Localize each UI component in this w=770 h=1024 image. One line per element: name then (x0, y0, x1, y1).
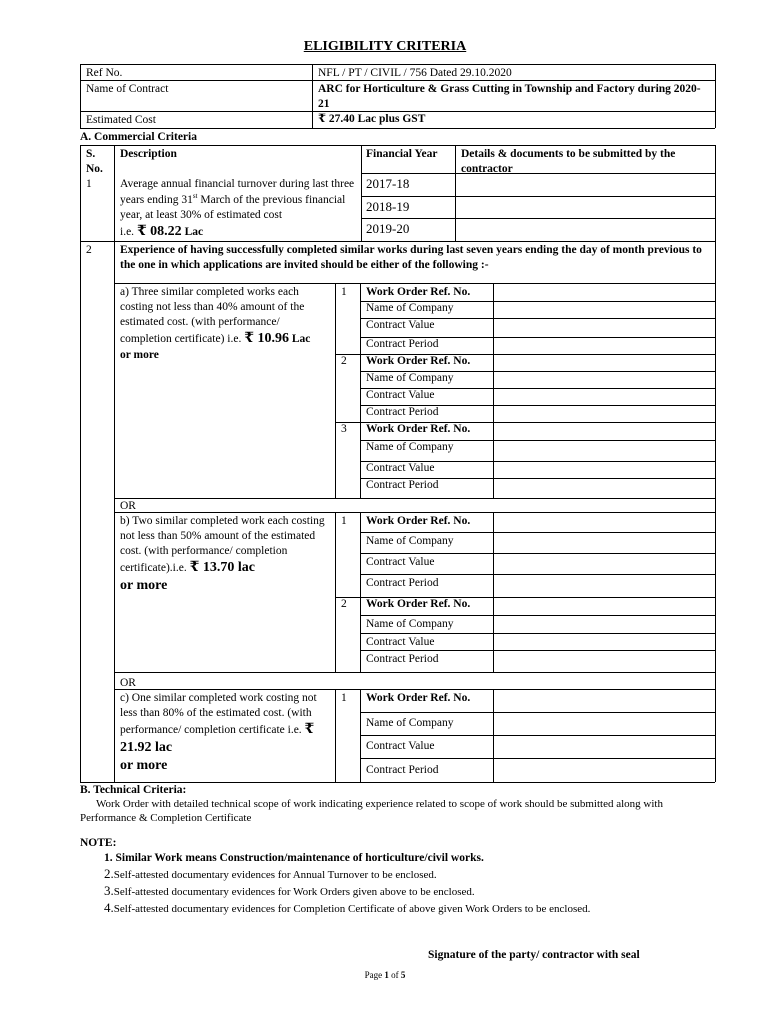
option-c-sub-1-field-3: Contract Value (366, 740, 435, 752)
note-item-1: 1. Similar Work means Construction/maintenance of horticulture/civil works. (104, 852, 484, 864)
row1-number: 1 (86, 178, 92, 190)
row2-number: 2 (86, 244, 92, 256)
option-a-sub-2-field-1-value[interactable] (494, 354, 714, 369)
option-a-sub-1-field-3: Contract Value (366, 319, 435, 331)
option-b-sub-2-field-2: Name of Company (366, 618, 454, 630)
note-item-4: 4.Self-attested documentary evidences for Completion Certificate of above given Work Orders to be enclosed. (104, 900, 591, 915)
contract-label: Name of Contract (86, 83, 169, 95)
row1-description: Average annual financial turnover during last three years ending 31st March of the previous financial year, at least 30% of estimated cost i.e. ₹ 08.22 Lac (120, 178, 355, 239)
option-c-sub-1-field-3-value[interactable] (494, 739, 714, 754)
year-2017-18: 2017-18 (366, 176, 410, 191)
field-divider (360, 615, 715, 616)
field-divider (360, 574, 715, 575)
option-c-sub-1-field-1: Work Order Ref. No. (366, 692, 471, 704)
option-b-sub-2-field-4: Contract Period (366, 653, 439, 665)
section-b-heading: B. Technical Criteria: (80, 784, 187, 796)
page-title: ELIGIBILITY CRITERIA (303, 39, 467, 54)
option-a-sub-3-number: 3 (341, 423, 347, 435)
col-description: Description (120, 148, 177, 160)
ref-label: Ref No. (86, 67, 123, 79)
option-a-sub-3-field-3: Contract Value (366, 462, 435, 474)
option-a-sub-1-field-1-value[interactable] (494, 285, 714, 300)
option-a-text: a) Three similar completed works each costing not less than 40% amount of the estimated cost. (with performance/ completion certificate) i.e. ₹ 10.96 Lac or more (120, 286, 311, 361)
option-b-sub-1-number: 1 (341, 515, 347, 527)
col-details: Details & documents to be submitted by the contractor (461, 148, 676, 175)
option-a-sub-3-field-4: Contract Period (366, 479, 439, 491)
option-a-sub-1-field-4-value[interactable] (494, 337, 714, 352)
option-a-sub-3-field-2: Name of Company (366, 441, 454, 453)
option-b-sub-1-field-3: Contract Value (366, 556, 435, 568)
cost-value: ₹ 27.40 Lac plus GST (318, 113, 426, 125)
option-a-sub-3-field-1: Work Order Ref. No. (366, 423, 471, 435)
option-a-sub-2-field-4-value[interactable] (494, 405, 714, 420)
option-a-sub-3-field-4-value[interactable] (494, 478, 714, 493)
or-2: OR (120, 677, 136, 689)
option-a-sub-2-field-3: Contract Value (366, 389, 435, 401)
option-a-sub-1-field-2-value[interactable] (494, 301, 714, 316)
field-divider (360, 553, 715, 554)
option-a-sub-3-field-1-value[interactable] (494, 422, 714, 437)
section-b-text: Work Order with detailed technical scope of work indicating experience related to scope of work should be submitted along with Performance & Completion Certificate (80, 798, 663, 825)
option-b-sub-2-field-3: Contract Value (366, 636, 435, 648)
option-a-sub-1-field-2: Name of Company (366, 302, 454, 314)
option-a-sub-2-field-2: Name of Company (366, 372, 454, 384)
option-b-sub-1-field-3-value[interactable] (494, 555, 714, 570)
col-sno: S. No. (86, 148, 103, 175)
year-2019-20: 2019-20 (366, 221, 410, 236)
option-b-sub-2-field-2-value[interactable] (494, 617, 714, 632)
option-c-sub-1-field-4-value[interactable] (494, 763, 714, 778)
section-a-heading: A. Commercial Criteria (80, 131, 197, 143)
note-item-3: 3.Self-attested documentary evidences for Work Orders given above to be enclosed. (104, 883, 475, 898)
ref-value: NFL / PT / CIVIL / 756 Dated 29.10.2020 (318, 67, 512, 79)
year-2018-19: 2018-19 (366, 199, 410, 214)
option-a-sub-2-number: 2 (341, 355, 347, 367)
option-a-sub-3-field-2-value[interactable] (494, 440, 714, 455)
field-divider (360, 633, 715, 634)
option-a-sub-1-field-4: Contract Period (366, 338, 439, 350)
option-c-sub-1-number: 1 (341, 692, 347, 704)
signature-line: Signature of the party/ contractor with seal (428, 949, 640, 961)
option-a-sub-2-field-4: Contract Period (366, 406, 439, 418)
option-b-sub-2-field-1: Work Order Ref. No. (366, 598, 471, 610)
option-b-sub-2-field-4-value[interactable] (494, 652, 714, 667)
field-divider (360, 650, 715, 651)
or-1: OR (120, 500, 136, 512)
field-divider (360, 758, 715, 759)
contract-value: ARC for Horticulture & Grass Cutting in Township and Factory during 2020-21 (318, 83, 701, 110)
note-heading: NOTE: (80, 837, 117, 849)
col-financial-year: Financial Year (366, 148, 438, 160)
option-a-sub-3-field-3-value[interactable] (494, 461, 714, 476)
option-b-sub-1-field-4-value[interactable] (494, 576, 714, 591)
option-b-sub-2-field-3-value[interactable] (494, 635, 714, 650)
option-b-text: b) Two similar completed work each costing not less than 50% amount of the estimated cost. (with performance/ completion certificate).i.e. ₹ 13.70 lac or more (120, 515, 325, 593)
option-c-sub-1-field-2-value[interactable] (494, 716, 714, 731)
option-a-sub-1-field-1: Work Order Ref. No. (366, 286, 471, 298)
option-a-sub-1-field-3-value[interactable] (494, 318, 714, 333)
page-number: Page 1 of 5 (364, 970, 406, 980)
option-a-sub-1-number: 1 (341, 286, 347, 298)
field-divider (360, 735, 715, 736)
cost-label: Estimated Cost (86, 114, 156, 126)
field-divider (360, 532, 715, 533)
option-c-text: c) One similar completed work costing not less than 80% of the estimated cost. (with performance/ completion certificate i.e. ₹ 21.92 lac or more (120, 692, 317, 774)
option-b-sub-1-field-1: Work Order Ref. No. (366, 515, 471, 527)
option-b-sub-1-field-2: Name of Company (366, 535, 454, 547)
option-c-sub-1-field-2: Name of Company (366, 717, 454, 729)
option-c-sub-1-field-1-value[interactable] (494, 691, 714, 706)
option-b-sub-1-field-1-value[interactable] (494, 514, 714, 529)
option-b-sub-1-field-2-value[interactable] (494, 534, 714, 549)
row2-heading: Experience of having successfully completed similar works during last seven years ending the day of month previous to the one in which applications are invited should be either of the following :- (120, 244, 702, 271)
option-a-sub-2-field-1: Work Order Ref. No. (366, 355, 471, 367)
option-a-sub-2-field-3-value[interactable] (494, 388, 714, 403)
option-b-sub-1-field-4: Contract Period (366, 577, 439, 589)
option-b-sub-2-field-1-value[interactable] (494, 597, 714, 612)
field-divider (360, 712, 715, 713)
option-c-sub-1-field-4: Contract Period (366, 764, 439, 776)
option-b-sub-2-number: 2 (341, 598, 347, 610)
note-item-2: 2.Self-attested documentary evidences for Annual Turnover to be enclosed. (104, 866, 437, 881)
option-a-sub-2-field-2-value[interactable] (494, 371, 714, 386)
